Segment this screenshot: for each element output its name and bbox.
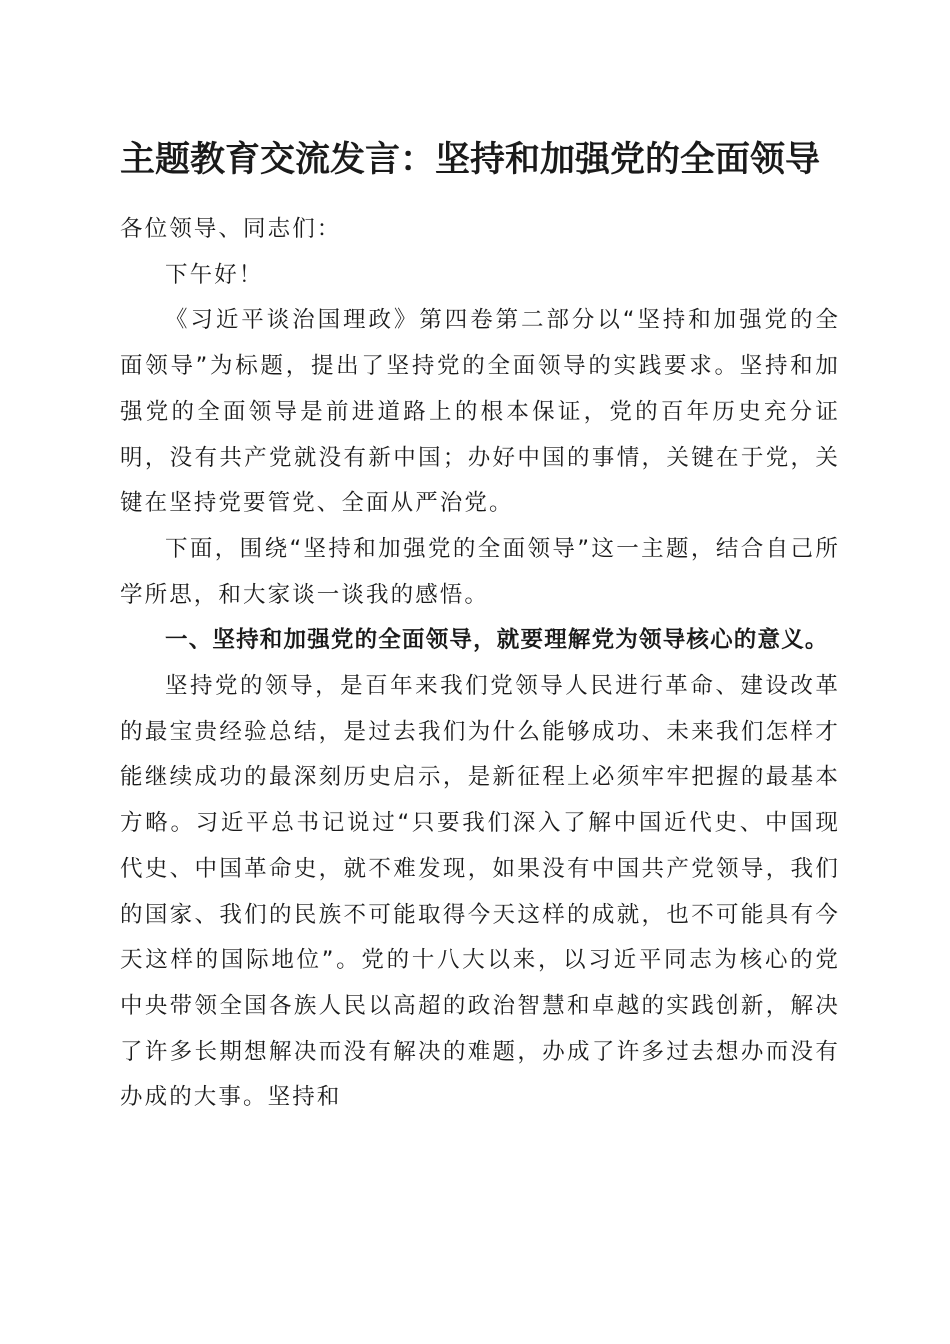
paragraph-intro: 《习近平谈治国理政》第四卷第二部分以“坚持和加强党的全面领导”为标题，提出了坚持党的全面领导的实践要求。坚持和加强党的全面领导是前进道路上的根本保证，党的百年历史充分证明，没有共产党就没有新中国；办好中国的事情，关键在于党，关键在坚持党要管党、全面从严治党。 [120, 307, 840, 517]
salutation: 各位领导、同志们： [120, 216, 342, 242]
section-paragraph: 坚持党的领导，是百年来我们党领导人民进行革命、建设改革的最宝贵经验总结，是过去我们为什么能够成功、未来我们怎样才能继续成功的最深刻历史启示，是新征程上必须牢牢把握的最基本方略。习近平总书记说过“只要我们深入了解中国近代史、中国现代史、中国革命史，就不难发现，如果没有中国共产党领导，我们的国家、我们的民族不可能取得今天这样的成就，也不可能具有今天这样的国际地位”。党的十八大以来，以习近平同志为核心的党中央带领全国各族人民以高超的政治智慧和卓越的实践创新，解决了许多长期想解决而没有解决的难题，办成了许多过去想办而没有办成的大事。坚持和 [120, 673, 840, 1111]
section-heading: 一、坚持和加强党的全面领导，就要理解党为领导核心的意义。 [165, 627, 829, 654]
document-title: 主题教育交流发言：坚持和加强党的全面领导 [120, 139, 821, 180]
document-body [120, 207, 840, 1121]
paragraph-topic: 下面，围绕“坚持和加强党的全面领导”这一主题，结合自己所学所思，和大家谈一谈我的感悟。 [120, 535, 840, 608]
greeting: 下午好！ [165, 261, 264, 288]
